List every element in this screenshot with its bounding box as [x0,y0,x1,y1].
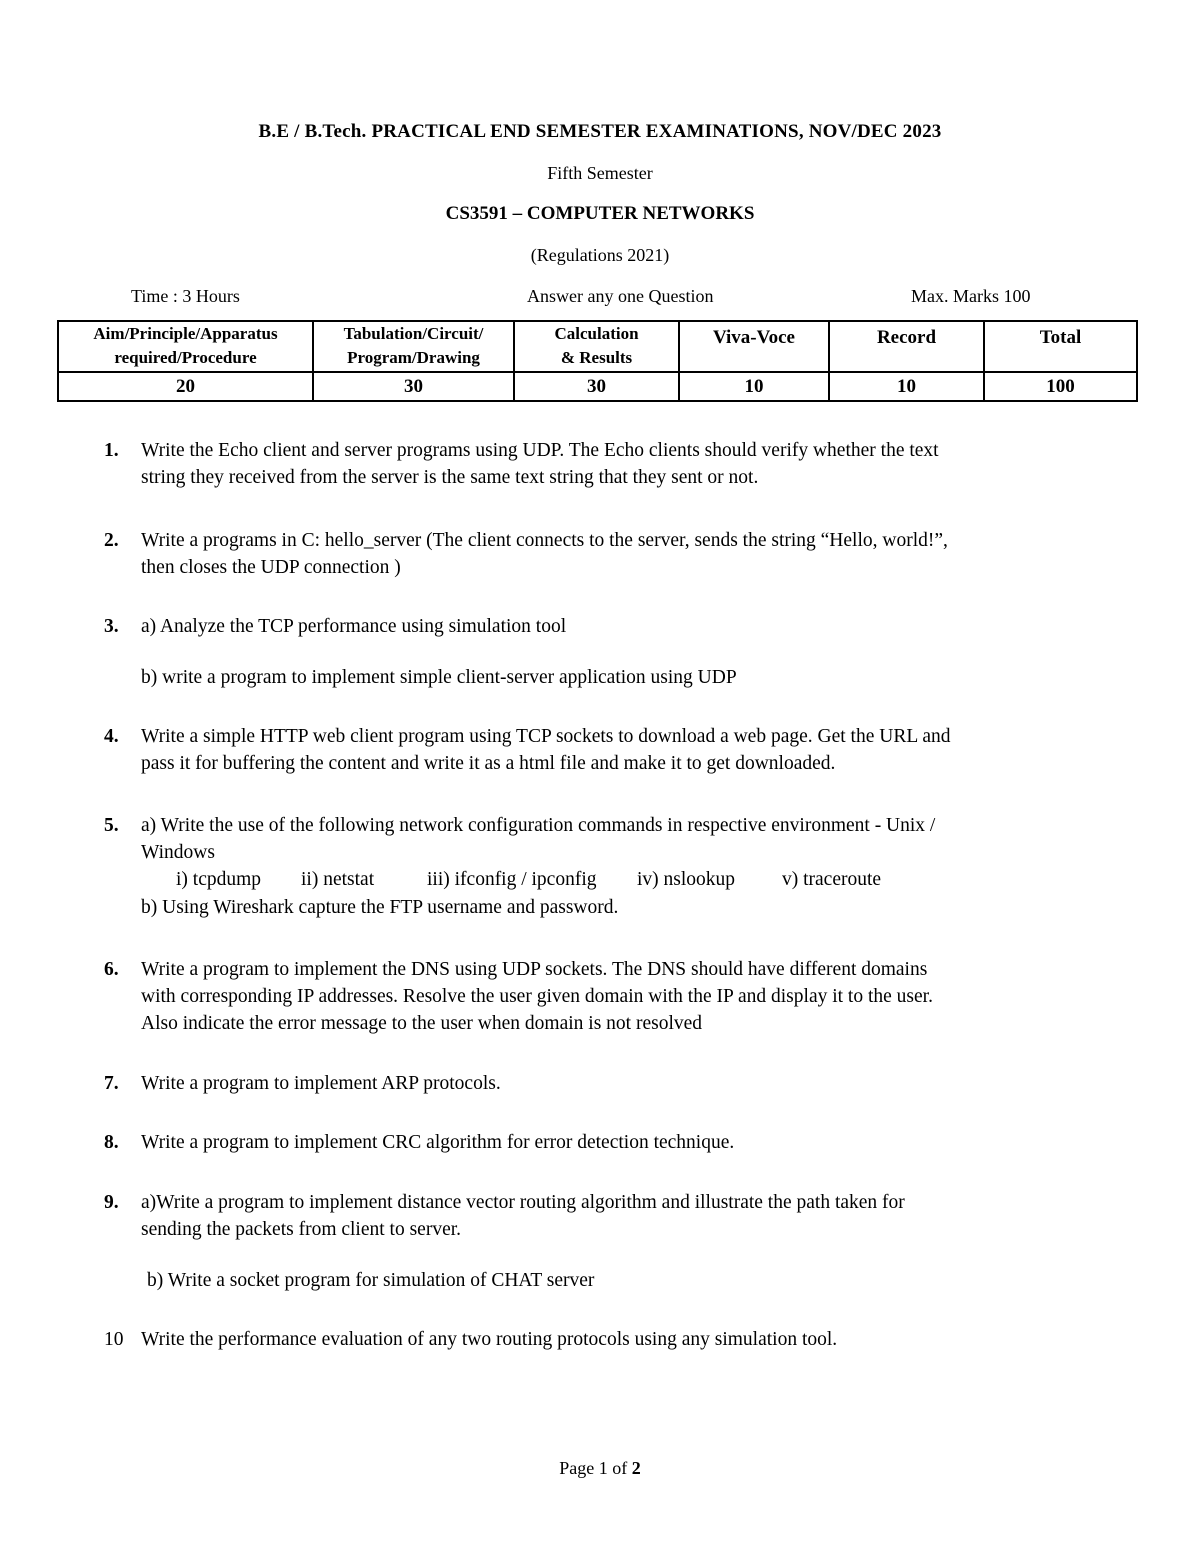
question-number: 3. [104,616,119,637]
question-text: Write the Echo client and server programs using UDP. The Echo clients should verify whether the text [141,440,939,461]
exam-time: Time : 3 Hours [131,286,240,306]
question-number: 10 [104,1329,124,1350]
course-title: CS3591 – COMPUTER NETWORKS [445,203,755,224]
question-number: 4. [104,726,119,747]
header-tabulation: Tabulation/Circuit/ Program/Drawing [313,321,514,372]
page-total: 2 [631,1458,641,1478]
question-text: Write a program to implement the DNS using UDP sockets. The DNS should have different domains [141,959,928,980]
semester: Fifth Semester [547,163,653,183]
question-number: 6. [104,959,119,980]
header-calculation: Calculation & Results [514,321,679,372]
question-text: Write a programs in C: hello_server (The client connects to the server, sends the string “Hello, world!”, [141,530,948,551]
question-number: 8. [104,1132,119,1153]
header-viva-voce: Viva-Voce [679,321,829,372]
value-total: 100 [984,372,1137,401]
value-aim: 20 [58,372,313,401]
header-record: Record [829,321,984,372]
question-text: Windows [141,842,215,863]
question-text: a) Write the use of the following network configuration commands in respective environment - Unix / [141,815,936,836]
marks-distribution-table [57,320,1138,402]
question-number: 2. [104,530,119,551]
header-total: Total [984,321,1137,372]
table-values-row [58,372,1137,401]
question-number: 1. [104,440,119,461]
question-text: then closes the UDP connection ) [141,557,401,578]
command-list [176,866,881,893]
question-text: Write the performance evaluation of any two routing protocols using any simulation tool. [141,1329,838,1350]
question-number: 5. [104,815,119,836]
question-text: a)Write a program to implement distance vector routing algorithm and illustrate the path taken for [141,1192,905,1213]
question-text: Write a program to implement ARP protocols. [141,1073,501,1094]
question-3-part-b: b) write a program to implement simple client-server application using UDP [141,667,737,688]
question-number: 9. [104,1192,119,1213]
table-header-row [58,321,1137,372]
value-record: 10 [829,372,984,401]
question-text: Also indicate the error message to the user when domain is not resolved [141,1013,703,1034]
header-aim: Aim/Principle/Apparatus required/Procedure [58,321,313,372]
command-item: iii) ifconfig / ipconfig [427,869,597,890]
question-text: Write a simple HTTP web client program using TCP sockets to download a web page. Get the URL and [141,726,951,747]
value-calculation: 30 [514,372,679,401]
max-marks: Max. Marks 100 [911,286,1031,306]
value-viva-voce: 10 [679,372,829,401]
command-item: v) traceroute [782,869,882,890]
question-5-part-b: b) Using Wireshark capture the FTP username and password. [141,897,619,918]
value-tabulation: 30 [313,372,514,401]
question-text: string they received from the server is the same text string that they sent or not. [141,467,759,488]
question-text: with corresponding IP addresses. Resolve the user given domain with the IP and display it to the user. [141,986,933,1007]
page-footer [0,1458,1200,1479]
question-text: Write a program to implement CRC algorithm for error detection technique. [141,1132,735,1153]
question-text: sending the packets from client to server. [141,1219,462,1240]
question-part-a: a) Analyze the TCP performance using simulation tool [141,616,567,637]
command-item: iv) nslookup [637,869,736,890]
page-label: Page 1 of [559,1458,628,1478]
regulations: (Regulations 2021) [530,245,670,265]
exam-title: B.E / B.Tech. PRACTICAL END SEMESTER EXAMINATIONS, NOV/DEC 2023 [258,121,942,142]
command-item: ii) netstat [301,869,375,890]
exam-instruction: Answer any one Question [527,286,714,306]
question-number: 7. [104,1073,119,1094]
question-9-part-b: b) Write a socket program for simulation of CHAT server [147,1270,595,1291]
command-item: i) tcpdump [176,869,262,890]
question-text: pass it for buffering the content and write it as a html file and make it to get downloaded. [141,753,836,774]
